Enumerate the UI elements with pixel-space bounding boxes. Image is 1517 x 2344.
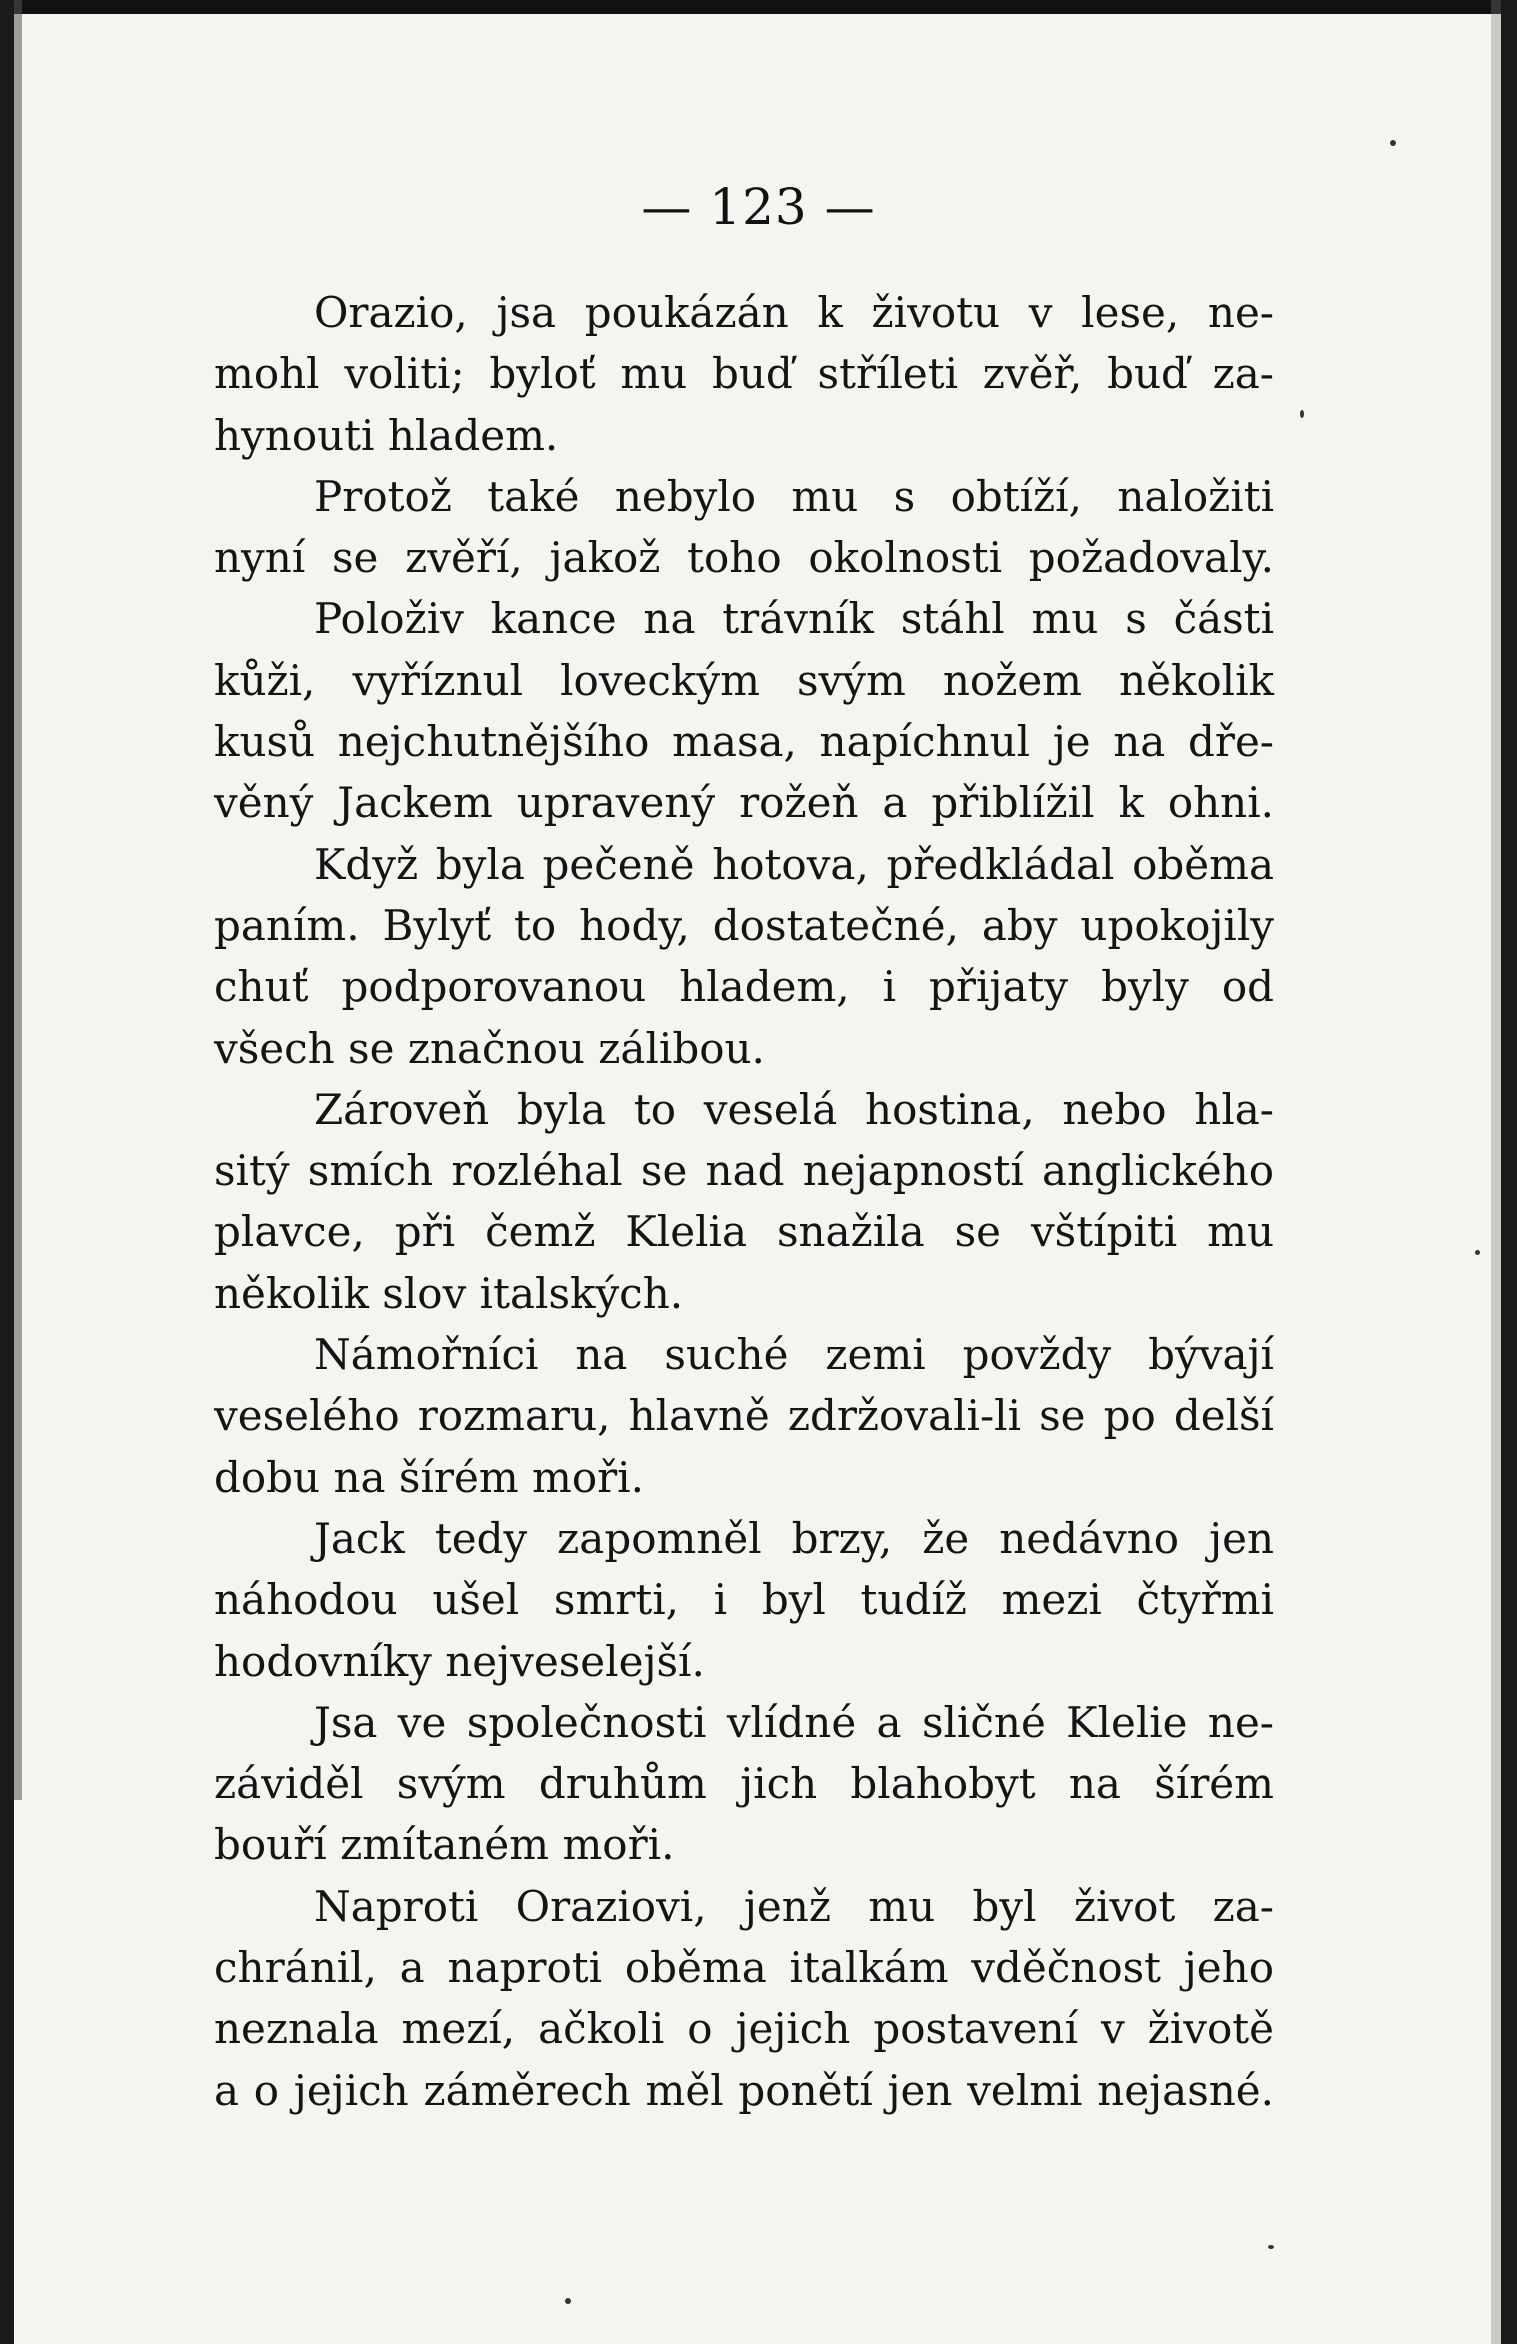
- text-line: náhodou ušel smrti, i byl tudíž mezi čtyřmi: [214, 1575, 1274, 1625]
- text-line: Jsa ve společnosti vlídné a sličné Klelie ne-: [314, 1697, 1274, 1747]
- text-line: Zároveň byla to veselá hostina, nebo hla-: [314, 1084, 1274, 1134]
- text-line: věný Jackem upravený rožeň a přiblížil k ohni.: [214, 778, 1274, 828]
- text-line: neznala mezí, ačkoli o jejich postavení v životě: [214, 2004, 1274, 2054]
- text-line: všech se značnou zálibou.: [214, 1023, 765, 1073]
- scan-edge-left: [0, 0, 14, 2344]
- text-line: Námořníci na suché zemi povždy bývají: [314, 1330, 1274, 1380]
- text-line: bouří zmítaném moři.: [214, 1820, 675, 1870]
- text-line: chuť podporovanou hladem, i přijaty byly od: [214, 962, 1274, 1012]
- text-line: veselého rozmaru, hlavně zdržovali-li se po delší: [214, 1391, 1274, 1441]
- text-line: plavce, při čemž Klelia snažila se vštípiti mu: [214, 1207, 1274, 1257]
- text-line: několik slov italských.: [214, 1268, 684, 1318]
- scan-edge-top: [0, 0, 1517, 14]
- scan-speck: [1300, 410, 1304, 418]
- text-line: sitý smích rozléhal se nad nejapností anglického: [214, 1146, 1274, 1196]
- body-text: [214, 282, 1274, 2121]
- text-line: dobu na šírém moři.: [214, 1452, 644, 1502]
- text-line: Položiv kance na trávník stáhl mu s části: [314, 594, 1274, 644]
- scan-speck: [1390, 140, 1396, 146]
- text-line: nyní se zvěří, jakož toho okolnosti požadovaly.: [214, 533, 1274, 583]
- text-line: paním. Bylyť to hody, dostatečné, aby upokojily: [214, 900, 1274, 950]
- text-line: kusů nejchutnějšího masa, napíchnul je na dře-: [214, 717, 1274, 767]
- text-line: hynouti hladem.: [214, 410, 559, 460]
- scan-speck: [1268, 2245, 1274, 2249]
- text-line: Jack tedy zapomněl brzy, že nedávno jen: [314, 1513, 1274, 1563]
- text-line: kůži, vyříznul loveckým svým nožem několik: [214, 655, 1274, 705]
- text-line: Když byla pečeně hotova, předkládal oběma: [314, 839, 1274, 889]
- text-line: Naproti Oraziovi, jenž mu byl život za-: [314, 1881, 1274, 1931]
- text-line: mohl voliti; byloť mu buď stříleti zvěř, buď za-: [214, 349, 1274, 399]
- text-line: a o jejich záměrech měl ponětí jen velmi nejasné.: [214, 2065, 1274, 2115]
- page-number: — 123 —: [641, 178, 876, 236]
- scan-edge-right-shadow: [1491, 0, 1501, 2344]
- text-line: hodovníky nejveselejší.: [214, 1636, 705, 1686]
- text-line: Orazio, jsa poukázán k životu v lese, ne-: [314, 288, 1274, 337]
- text-line: chránil, a naproti oběma italkám vděčnost jeho: [214, 1943, 1274, 1993]
- text-line: Protož také nebylo mu s obtíží, naložiti: [314, 471, 1274, 521]
- scan-speck: [565, 2298, 571, 2304]
- scan-edge-right: [1501, 0, 1517, 2344]
- scan-speck: [1475, 1250, 1480, 1255]
- text-line: záviděl svým druhům jich blahobyt na šírém: [214, 1759, 1274, 1809]
- scan-edge-left-shadow: [14, 0, 22, 1800]
